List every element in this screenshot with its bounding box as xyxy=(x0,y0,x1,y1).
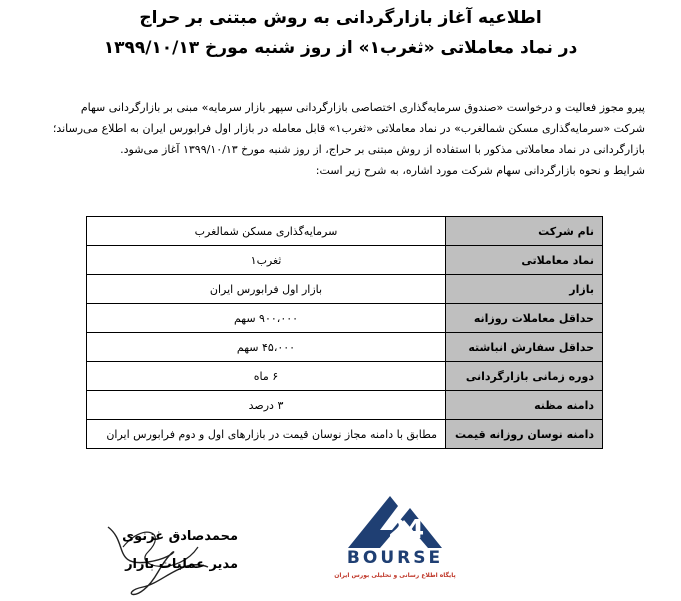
announcement-subtitle: در نماد معاملاتی «ثغرب۱» از روز شنبه مورخ ۱۳۹۹/۱۰/۱۳ xyxy=(103,38,578,58)
table-row xyxy=(87,304,603,333)
signatory-name: محمدصادق غزنوی xyxy=(122,529,238,544)
logo-wordmark: BOURSE xyxy=(346,548,444,568)
announcement-body xyxy=(25,97,645,181)
row-label-quote-range: دامنه مظنه xyxy=(446,391,603,420)
row-value-price-fluctuation: مطابق با دامنه مجاز نوسان قیمت در بازارهای اول و دوم فرابورس ایران xyxy=(87,420,446,449)
table-row xyxy=(87,217,603,246)
row-value-market: بازار اول فرابورس ایران xyxy=(87,275,446,304)
body-line: شرایط و نحوه بازارگردانی سهام شرکت مورد اشاره، به شرح زیر است: xyxy=(315,164,645,177)
body-line: شرکت «سرمایه‌گذاری مسکن شمالغرب» در نماد معاملاتی «ثغرب۱» قابل معامله در بازار اول فرابورس ایران به اطلاع می‌رساند؛ xyxy=(52,122,645,135)
row-value-min-daily-trades: ۹۰۰،۰۰۰ سهم xyxy=(87,304,446,333)
announcement-title: اطلاعیه آغاز بازارگردانی به روش مبتنی بر حراج xyxy=(139,8,542,28)
signatory-role: مدیر عملیات بازار xyxy=(125,557,238,572)
row-value-company: سرمایه‌گذاری مسکن شمالغرب xyxy=(87,217,446,246)
table-row xyxy=(87,246,603,275)
row-value-min-order: ۴۵،۰۰۰ سهم xyxy=(87,333,446,362)
market-making-terms-table xyxy=(86,216,603,449)
row-label-price-fluctuation: دامنه نوسان روزانه قیمت xyxy=(446,420,603,449)
signature-block xyxy=(88,517,238,597)
body-line: بازارگردانی در نماد معاملاتی مذکور با استفاده از روش مبتنی بر حراج، از روز شنبه مورخ ۱۳۹۹/۱۰/۱۳ آغاز می‌شود. xyxy=(120,143,645,156)
table-row xyxy=(87,333,603,362)
row-label-period: دوره زمانی بازارگردانی xyxy=(446,362,603,391)
row-value-symbol: ثغرب۱ xyxy=(87,246,446,275)
logo-tagline: پایگاه اطلاع رسانی و تحلیلی بورس ایران xyxy=(334,572,456,579)
row-value-period: ۶ ماه xyxy=(87,362,446,391)
bourse-logo xyxy=(320,490,470,595)
row-label-company: نام شرکت xyxy=(446,217,603,246)
mountain-24-logo-icon xyxy=(320,490,470,550)
table-row xyxy=(87,391,603,420)
row-label-market: بازار xyxy=(446,275,603,304)
row-label-symbol: نماد معاملاتی xyxy=(446,246,603,275)
row-label-min-daily-trades: حداقل معاملات روزانه xyxy=(446,304,603,333)
row-value-quote-range: ۳ درصد xyxy=(87,391,446,420)
body-line: پیرو مجوز فعالیت و درخواست «صندوق سرمایه‌گذاری اختصاصی بازارگردانی سپهر بازار سرمایه» مبنی بر بازارگردانی سهام xyxy=(80,101,645,114)
table-row xyxy=(87,362,603,391)
row-label-min-order: حداقل سفارش انباشته xyxy=(446,333,603,362)
table-row xyxy=(87,420,603,449)
table-row xyxy=(87,275,603,304)
logo-mark: 24 xyxy=(388,515,425,545)
